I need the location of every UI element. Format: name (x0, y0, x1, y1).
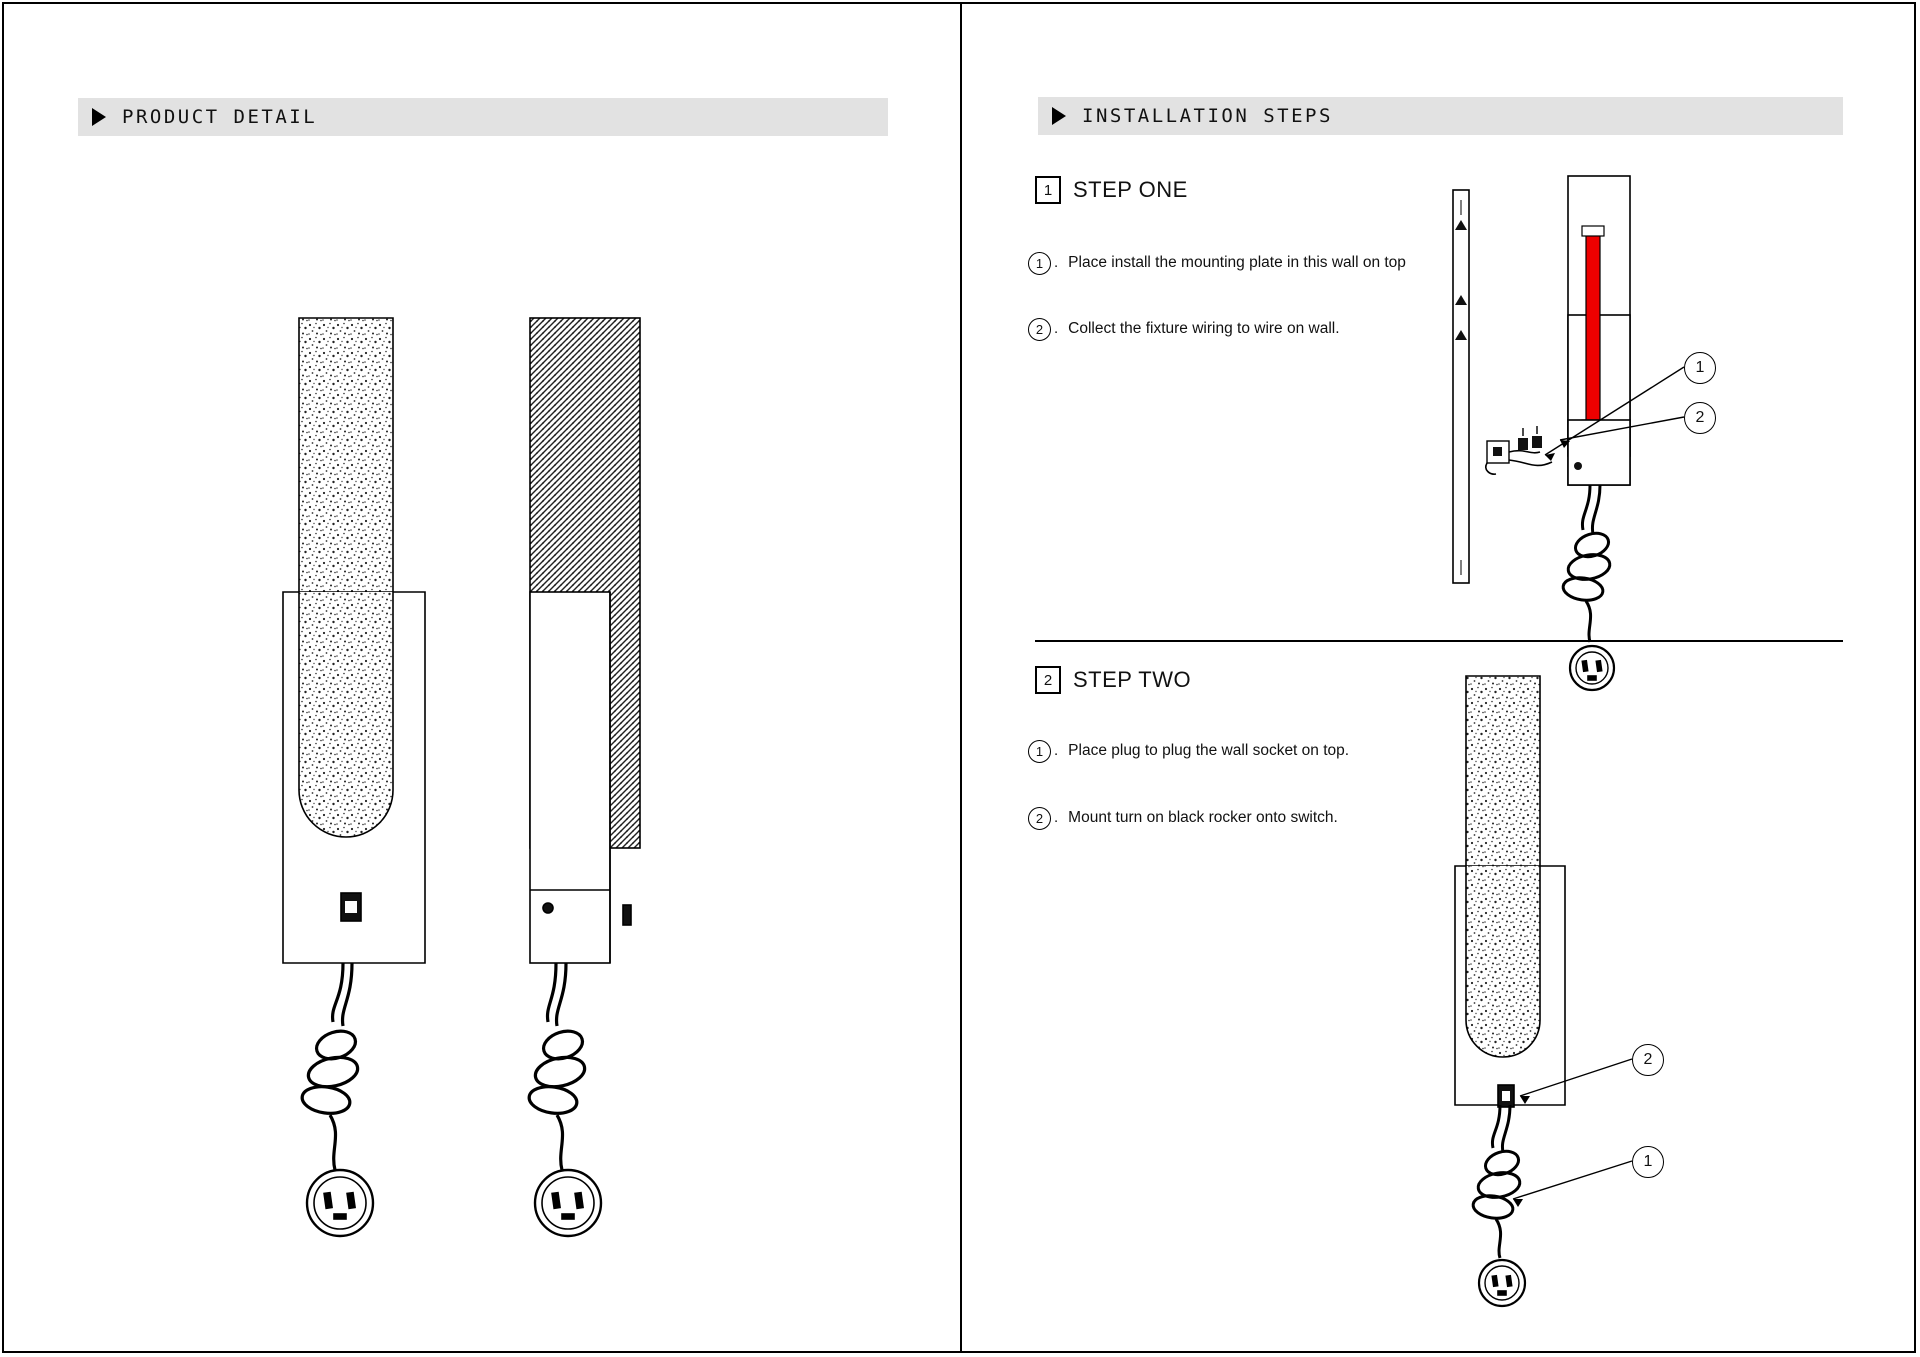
bullet-number: 2 (1028, 318, 1051, 341)
step-one-heading (1035, 176, 1188, 204)
bullet-text: Place plug to plug the wall socket on top. (1068, 742, 1350, 759)
bullet-number: 2 (1028, 807, 1051, 830)
step-one-callout-2: 2 (1684, 402, 1716, 434)
installation-steps-header (1038, 97, 1843, 135)
step-divider (1035, 640, 1843, 642)
bullet-text: Place install the mounting plate in this wall on top (1068, 254, 1406, 271)
triangle-right-icon (92, 108, 106, 126)
step-two-callout-2: 2 (1632, 1044, 1664, 1076)
bullet-separator: . (1054, 320, 1059, 337)
product-detail-header (78, 98, 888, 136)
step-one-label: STEP ONE (1073, 177, 1188, 202)
bullet-text: Mount turn on black rocker onto switch. (1068, 809, 1338, 826)
bullet-text: Collect the fixture wiring to wire on wall. (1068, 320, 1340, 337)
step-one-callout-1: 1 (1684, 352, 1716, 384)
page-border (2, 2, 1916, 1353)
triangle-right-icon (1052, 107, 1066, 125)
bullet-number: 1 (1028, 740, 1051, 763)
step-two-label: STEP TWO (1073, 667, 1192, 692)
bullet-separator: . (1054, 742, 1059, 759)
installation-steps-title: INSTALLATION STEPS (1082, 105, 1333, 127)
product-detail-title: PRODUCT DETAIL (122, 106, 318, 128)
step-two-number: 2 (1035, 666, 1061, 694)
bullet-separator: . (1054, 809, 1059, 826)
step-one-bullet-1 (1028, 252, 1406, 275)
step-two-heading (1035, 666, 1191, 694)
step-two-bullet-1 (1028, 740, 1349, 763)
bullet-number: 1 (1028, 252, 1051, 275)
step-one-number: 1 (1035, 176, 1061, 204)
step-two-callout-1: 1 (1632, 1146, 1664, 1178)
step-one-bullet-2 (1028, 318, 1340, 341)
bullet-separator: . (1054, 254, 1059, 271)
step-two-bullet-2 (1028, 807, 1338, 830)
page-center-divider (960, 2, 962, 1353)
